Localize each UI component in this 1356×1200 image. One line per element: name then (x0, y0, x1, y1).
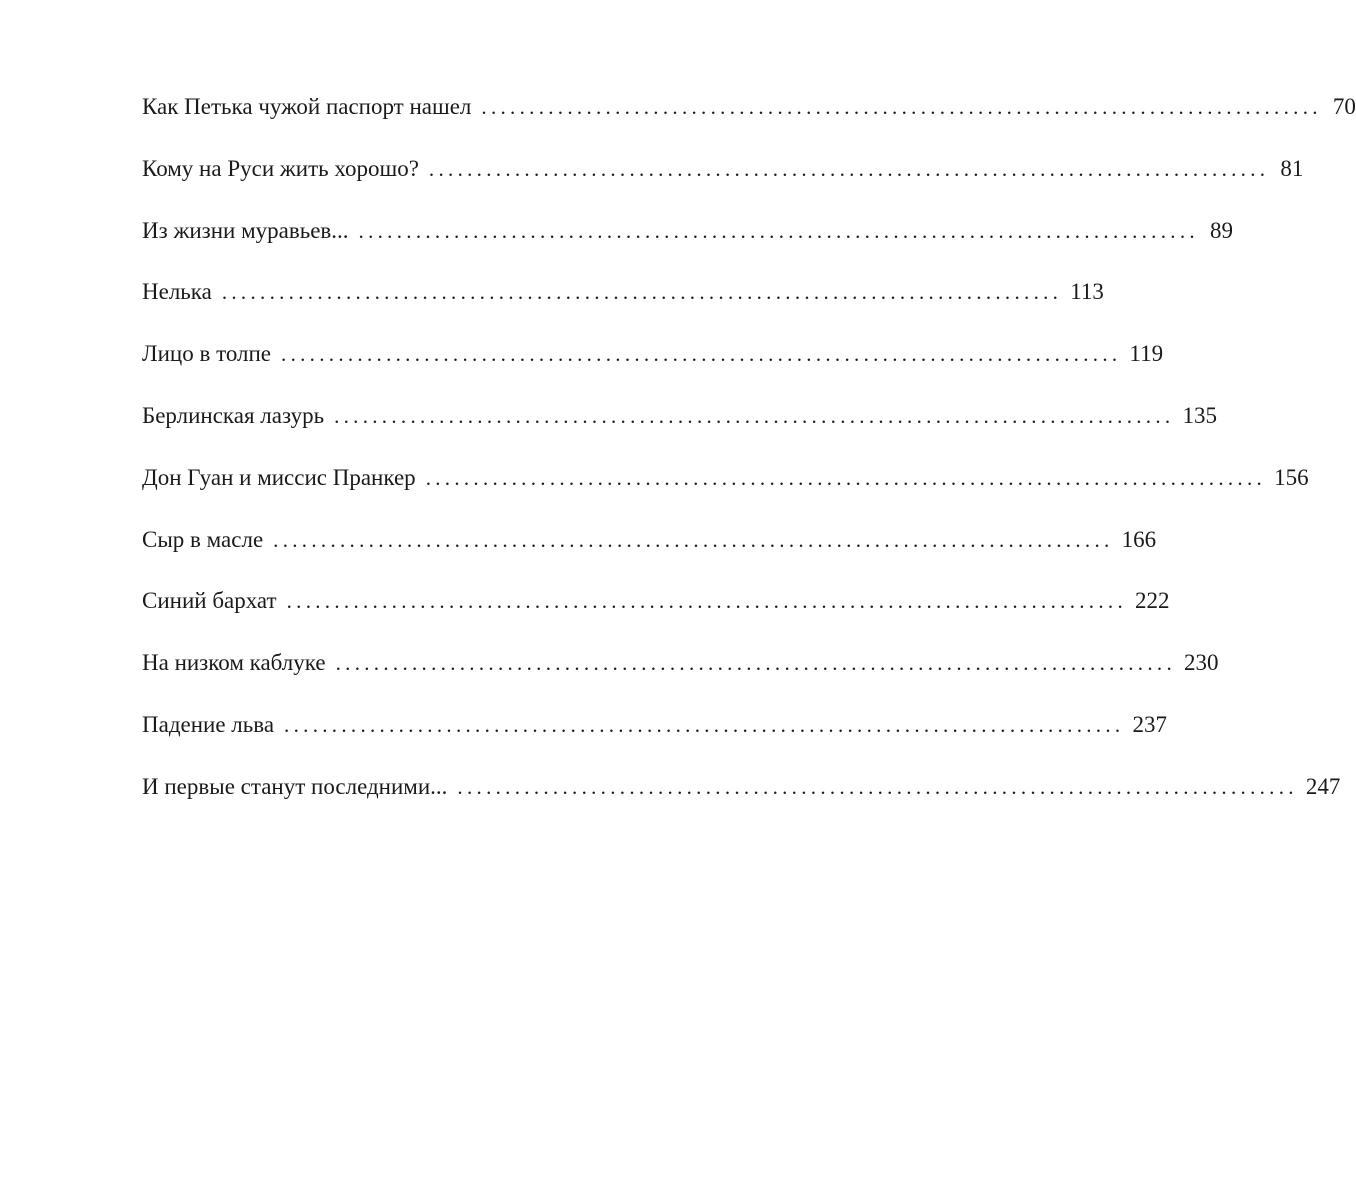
table-of-contents (142, 84, 1356, 826)
toc-entry-page: 135 (1182, 402, 1217, 428)
toc-entry-title: Синий бархат (142, 588, 277, 614)
toc-entry-page: 166 (1121, 526, 1157, 552)
dot-leader: ........................................................................................ (334, 403, 1175, 428)
toc-entry (142, 455, 1309, 517)
toc-entry-page: 247 (1305, 773, 1341, 799)
dot-leader: ........................................................................................ (457, 774, 1298, 799)
toc-entry-page: 230 (1184, 650, 1219, 676)
dot-leader: ........................................................................................ (428, 156, 1270, 181)
toc-entry (142, 146, 1304, 208)
toc-entry-page: 113 (1070, 279, 1104, 305)
toc-entry-page: 237 (1132, 711, 1167, 737)
dot-leader: ........................................................................................ (221, 280, 1063, 305)
toc-entry-title: Как Петька чужой паспорт нашел (142, 94, 472, 119)
toc-entry-title: И первые станут последними... (142, 773, 448, 799)
toc-entry (142, 640, 1219, 702)
toc-entry (142, 517, 1157, 579)
toc-entry (142, 578, 1170, 640)
dot-leader: ........................................................................................ (335, 651, 1177, 676)
toc-entry-page: 70 (1332, 94, 1356, 119)
toc-entry (142, 84, 1356, 146)
toc-entry-page: 89 (1209, 217, 1233, 243)
toc-entry (142, 208, 1233, 270)
toc-entry-title: Из жизни муравьев... (142, 217, 349, 243)
toc-entry-title: Дон Гуан и миссис Пранкер (142, 464, 416, 490)
toc-entry (142, 393, 1217, 455)
dot-leader: ........................................................................................ (358, 218, 1199, 243)
dot-leader: ........................................................................................ (281, 342, 1122, 367)
toc-entry-title: Берлинская лазурь (142, 402, 325, 428)
dot-leader: ........................................................................................ (273, 527, 1114, 552)
toc-entry-title: Падение льва (142, 711, 275, 737)
toc-entry-page: 156 (1274, 464, 1309, 490)
toc-entry-page: 81 (1280, 155, 1304, 181)
toc-entry (142, 764, 1341, 826)
toc-entry-title: Кому на Руси жить хорошо? (142, 155, 419, 181)
toc-entry-title: На низком каблуке (142, 650, 326, 676)
toc-entry-page: 222 (1135, 588, 1170, 614)
dot-leader: ........................................................................................ (481, 95, 1322, 119)
toc-entry (142, 702, 1167, 764)
toc-entry-title: Лицо в толпе (142, 341, 272, 367)
dot-leader: ........................................................................................ (425, 465, 1267, 490)
toc-entry-title: Нелька (142, 279, 212, 305)
toc-entry-page: 119 (1129, 341, 1164, 367)
toc-entry (142, 331, 1164, 393)
toc-entry-title: Сыр в масле (142, 526, 264, 552)
dot-leader: ........................................................................................ (286, 589, 1128, 614)
dot-leader: ........................................................................................ (284, 712, 1125, 737)
toc-entry (142, 269, 1104, 331)
